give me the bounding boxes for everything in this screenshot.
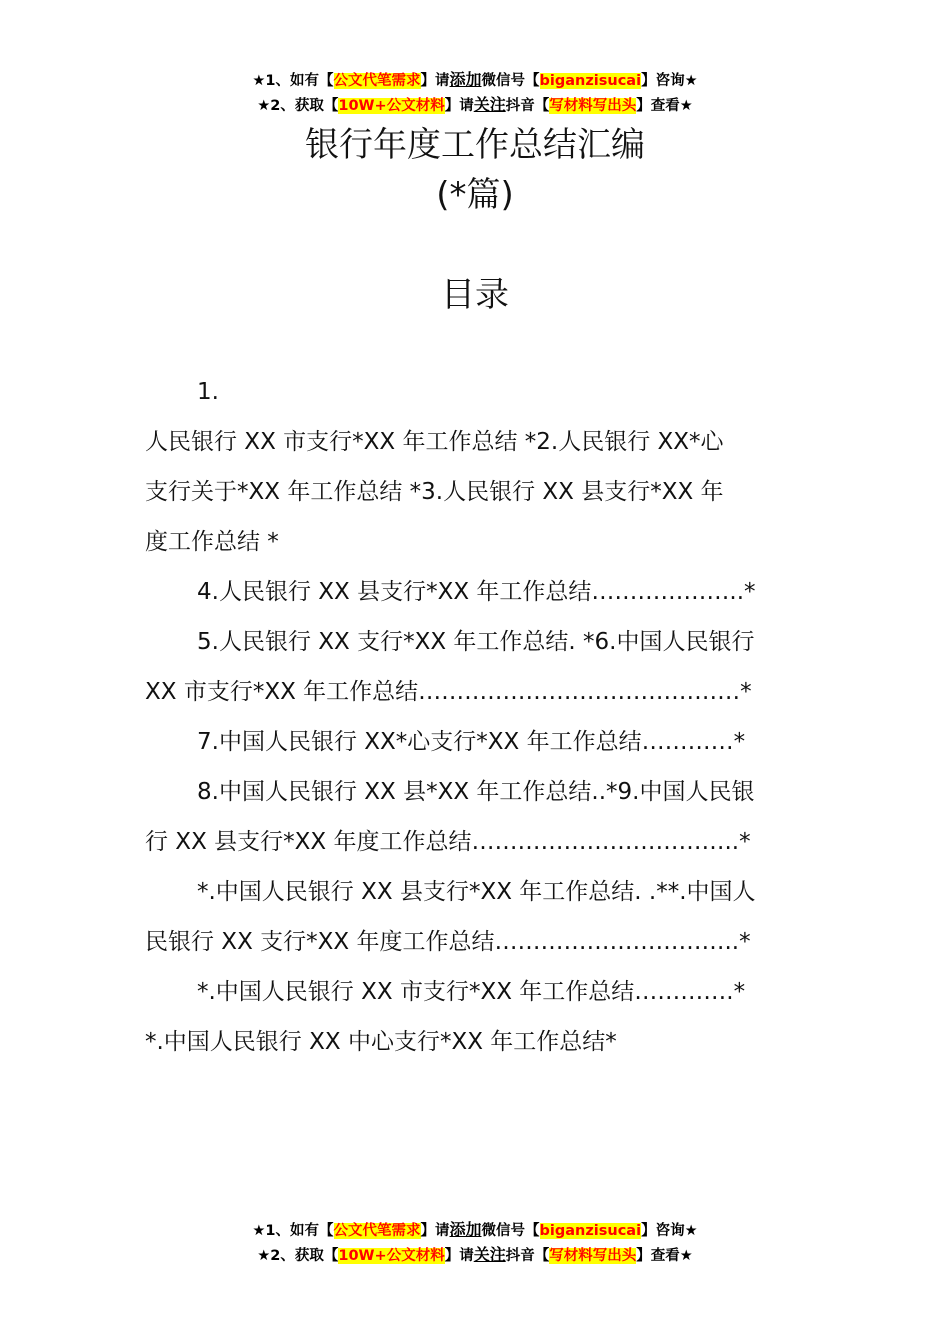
toc-line: 民银行 XX 支行*XX 年度工作总结…………………………..*: [145, 929, 751, 955]
banner-line-1: [0, 68, 950, 93]
toc-line: 5.人民银行 XX 支行*XX 年工作总结. *6.中国人民银行: [197, 629, 755, 655]
banner-text: ★1、如有【: [252, 73, 334, 89]
toc-line: 行 XX 县支行*XX 年度工作总结……………………………..*: [145, 829, 751, 855]
toc-line: *.中国人民银行 XX 中心支行*XX 年工作总结*: [145, 1029, 617, 1055]
banner-douyin-id: 写材料写出头: [549, 98, 637, 114]
banner-line-2: [0, 93, 950, 118]
banner-line-1: [0, 1218, 950, 1243]
banner-underlined: 关注: [473, 95, 506, 114]
banner-text: 】请: [444, 1248, 474, 1264]
banner-text: 】请: [420, 1223, 450, 1239]
banner-douyin-id: 写材料写出头: [549, 1248, 637, 1264]
banner-text: ★1、如有【: [252, 1223, 334, 1239]
toc-line: 人民银行 XX 市支行*XX 年工作总结 *2.人民银行 XX*心: [145, 429, 724, 455]
banner-text: 微信号【: [481, 1223, 540, 1239]
toc-line: 1.: [197, 379, 219, 405]
banner-wechat-id: biganzisucai: [539, 73, 642, 89]
banner-text: 微信号【: [481, 73, 540, 89]
banner-text: ★2、获取【: [257, 1248, 339, 1264]
banner-underlined: 添加: [449, 1220, 482, 1239]
banner-text: 】请: [420, 73, 450, 89]
toc-line: 度工作总结 *: [145, 529, 279, 555]
banner-text: ★2、获取【: [257, 98, 339, 114]
toc-line: 4.人民银行 XX 县支行*XX 年工作总结………………..*: [197, 579, 756, 605]
banner-highlight: 公文代笔需求: [333, 1223, 421, 1239]
toc-line: *.中国人民银行 XX 市支行*XX 年工作总结………….*: [197, 979, 746, 1005]
banner-text: 】咨询★: [641, 73, 698, 89]
banner-line-2: [0, 1243, 950, 1268]
header-banner: [0, 68, 950, 118]
toc-line: XX 市支行*XX 年工作总结……………………………………*: [145, 679, 752, 705]
banner-highlight: 公文代笔需求: [333, 73, 421, 89]
banner-text: 抖音【: [505, 1248, 550, 1264]
banner-underlined: 关注: [473, 1245, 506, 1264]
document-subtitle: (*篇): [436, 175, 514, 215]
banner-text: 】请: [444, 98, 474, 114]
document-title: 银行年度工作总结汇编: [305, 125, 645, 165]
toc-line: 支行关于*XX 年工作总结 *3.人民银行 XX 县支行*XX 年: [145, 479, 724, 505]
toc-line: 7.中国人民银行 XX*心支行*XX 年工作总结…………*: [197, 729, 746, 755]
banner-text: 】查看★: [636, 98, 693, 114]
footer-banner: [0, 1218, 950, 1268]
banner-text: 】咨询★: [641, 1223, 698, 1239]
banner-text: 】查看★: [636, 1248, 693, 1264]
toc-line: *.中国人民银行 XX 县支行*XX 年工作总结. .**.中国人: [197, 879, 756, 905]
banner-text: 抖音【: [505, 98, 550, 114]
banner-highlight: 10W+公文材料: [338, 98, 445, 114]
toc-heading: 目录: [441, 275, 509, 315]
banner-highlight: 10W+公文材料: [338, 1248, 445, 1264]
toc-line: 8.中国人民银行 XX 县*XX 年工作总结..*9.中国人民银: [197, 779, 755, 805]
banner-wechat-id: biganzisucai: [539, 1223, 642, 1239]
banner-underlined: 添加: [449, 70, 482, 89]
